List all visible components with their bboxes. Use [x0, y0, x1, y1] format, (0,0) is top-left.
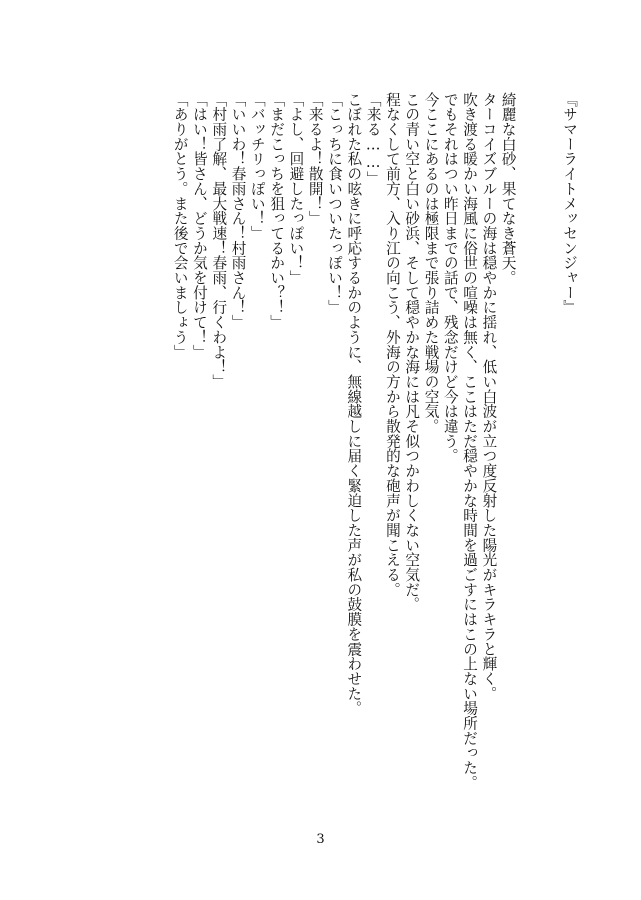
dialogue-line: 「村雨了解、最大戦速！春雨、行くわよ！」 [210, 92, 228, 389]
page-number: 3 [316, 832, 325, 847]
text-line: 今ここにあるのは極限まで張り詰めた戦場の空気。 [422, 92, 440, 434]
chapter-title: 『サマーライトメッセンジャー』 [561, 92, 578, 315]
dialogue-line: 「よし、回避したっぽい！」 [287, 92, 305, 286]
dialogue-line: 「いいわ！春雨さん！村雨さん！」 [229, 92, 247, 330]
text-line: こぼれた私の呟きに呼応するかのように、無線越しに届く緊迫した声が私の鼓膜を震わせた。 [345, 92, 363, 716]
vertical-text-block [170, 92, 579, 832]
dialogue-line: 「こっちに食いついたっぽい！」 [326, 92, 344, 315]
dialogue-line: 「バッチリっぽい！」 [248, 92, 266, 241]
text-line: ターコイズブルーの海は穏やかに揺れ、低い白波が立つ度反射した陽光がキラキラと輝く。 [480, 92, 498, 701]
text-line: この青い空と白い砂浜、そして穏やかな海には凡そ似つかわしくない空気だ。 [403, 92, 421, 612]
blank-line [518, 92, 537, 832]
dialogue-line: 「ありがとう。また後で会いましょう」 [171, 92, 189, 360]
text-line: 吹き渡る暖かい海風に俗世の喧噪は無く、ここはただ穏やかな時間を過ごすにはこの上ない場所だった。 [461, 92, 479, 790]
dialogue-line: 「来る……」 [364, 92, 382, 186]
dialogue-line: 「来るよ！散開！」 [306, 92, 324, 226]
dialogue-line: 「まだこっちを狙ってるかい？！」 [268, 92, 286, 330]
text-line: 綺麗な白砂、果てなき蒼天。 [499, 92, 517, 286]
text-line: でもそれはつい昨日までの話で、残念だけど今は違う。 [441, 92, 459, 464]
dialogue-line: 「はい！皆さん、どうか気を付けて！」 [190, 92, 208, 360]
text-line: 程なくして前方、入り江の向こう、外海の方から散発的な砲声が聞こえる。 [383, 92, 401, 597]
